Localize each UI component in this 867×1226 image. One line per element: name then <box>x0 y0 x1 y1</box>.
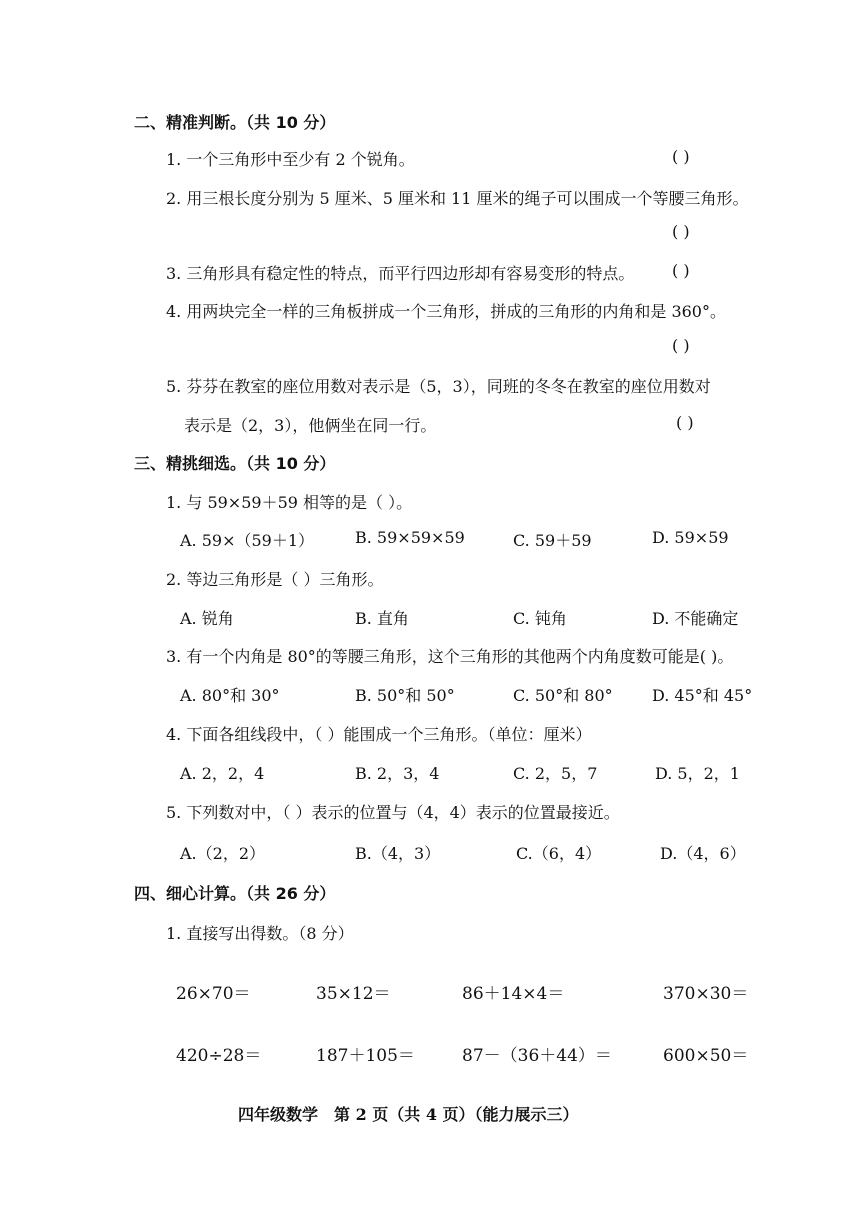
calc-item: 370×30＝ <box>663 984 749 1004</box>
choice-q5-option-a[interactable]: A.（2，2） <box>180 844 266 863</box>
choice-q5-option-c[interactable]: C.（6，4） <box>516 844 602 863</box>
calc-item: 420÷28＝ <box>176 1046 262 1066</box>
judge-q3: 3. 三角形具有稳定性的特点，而平行四边形却有容易变形的特点。 <box>166 264 635 283</box>
choice-q1-stem: 1. 与 59×59＋59 相等的是（ ）。 <box>166 493 413 512</box>
judge-q5-answer[interactable]: ( ) <box>676 413 694 432</box>
choice-q3-stem: 3. 有一个内角是 80°的等腰三角形，这个三角形的其他两个内角度数可能是( )。 <box>166 647 734 666</box>
choice-q1-option-c[interactable]: C. 59＋59 <box>513 531 592 550</box>
choice-q1-option-a[interactable]: A. 59×（59＋1） <box>180 531 315 550</box>
judge-q5: 5. 芬芬在教室的座位用数对表示是（5，3），同班的冬冬在教室的座位用数对 <box>166 377 711 396</box>
calc-item: 35×12＝ <box>316 984 391 1004</box>
choice-q1-option-d[interactable]: D. 59×59 <box>652 528 729 547</box>
section3-title: 三、精挑细选。（共 10 分） <box>134 454 336 473</box>
section4-title: 四、细心计算。（共 26 分） <box>134 884 336 903</box>
choice-q2-option-c[interactable]: C. 钝角 <box>513 609 567 628</box>
judge-q3-answer[interactable]: ( ) <box>672 261 690 280</box>
judge-q2-answer[interactable]: ( ) <box>672 222 690 241</box>
choice-q4-option-c[interactable]: C. 2，5，7 <box>513 764 598 783</box>
choice-q1-option-b[interactable]: B. 59×59×59 <box>355 528 465 547</box>
choice-q2-option-d[interactable]: D. 不能确定 <box>652 609 739 628</box>
choice-q4-option-b[interactable]: B. 2，3，4 <box>355 764 440 783</box>
choice-q2-option-a[interactable]: A. 锐角 <box>180 609 234 628</box>
choice-q2-stem: 2. 等边三角形是（ ）三角形。 <box>166 570 384 589</box>
choice-q3-option-c[interactable]: C. 50°和 80° <box>513 686 613 705</box>
choice-q4-option-a[interactable]: A. 2，2，4 <box>180 764 265 783</box>
choice-q4-option-d[interactable]: D. 5，2，1 <box>655 764 740 783</box>
page-footer: 四年级数学 第 2 页（共 4 页）（能力展示三） <box>238 1105 579 1124</box>
choice-q5-option-d[interactable]: D.（4，6） <box>660 844 746 863</box>
choice-q3-option-b[interactable]: B. 50°和 50° <box>355 686 455 705</box>
judge-q5-line2: 表示是（2，3），他俩坐在同一行。 <box>184 416 437 435</box>
choice-q3-option-d[interactable]: D. 45°和 45° <box>652 686 753 705</box>
calc-item: 187＋105＝ <box>316 1046 415 1066</box>
calc-item: 26×70＝ <box>176 984 251 1004</box>
judge-q2: 2. 用三根长度分别为 5 厘米、5 厘米和 11 厘米的绳子可以围成一个等腰三角形。 <box>166 189 749 208</box>
choice-q5-stem: 5. 下列数对中，（ ）表示的位置与（4，4）表示的位置最接近。 <box>166 803 620 822</box>
judge-q1: 1. 一个三角形中至少有 2 个锐角。 <box>166 150 415 169</box>
judge-q4-answer[interactable]: ( ) <box>672 336 690 355</box>
choice-q4-stem: 4. 下面各组线段中，（ ）能围成一个三角形。（单位：厘米） <box>166 725 592 744</box>
calc-item: 86＋14×4＝ <box>462 984 565 1004</box>
choice-q2-option-b[interactable]: B. 直角 <box>355 609 409 628</box>
calc-item: 600×50＝ <box>663 1046 749 1066</box>
calc-item: 87－（36＋44）＝ <box>462 1046 612 1066</box>
calc-subtitle: 1. 直接写出得数。（8 分） <box>166 924 354 943</box>
judge-q4: 4. 用两块完全一样的三角板拼成一个三角形，拼成的三角形的内角和是 360°。 <box>166 302 726 321</box>
choice-q5-option-b[interactable]: B.（4，3） <box>355 844 441 863</box>
choice-q3-option-a[interactable]: A. 80°和 30° <box>180 686 280 705</box>
judge-q1-answer[interactable]: ( ) <box>672 147 690 166</box>
section2-title: 二、精准判断。（共 10 分） <box>134 113 336 132</box>
